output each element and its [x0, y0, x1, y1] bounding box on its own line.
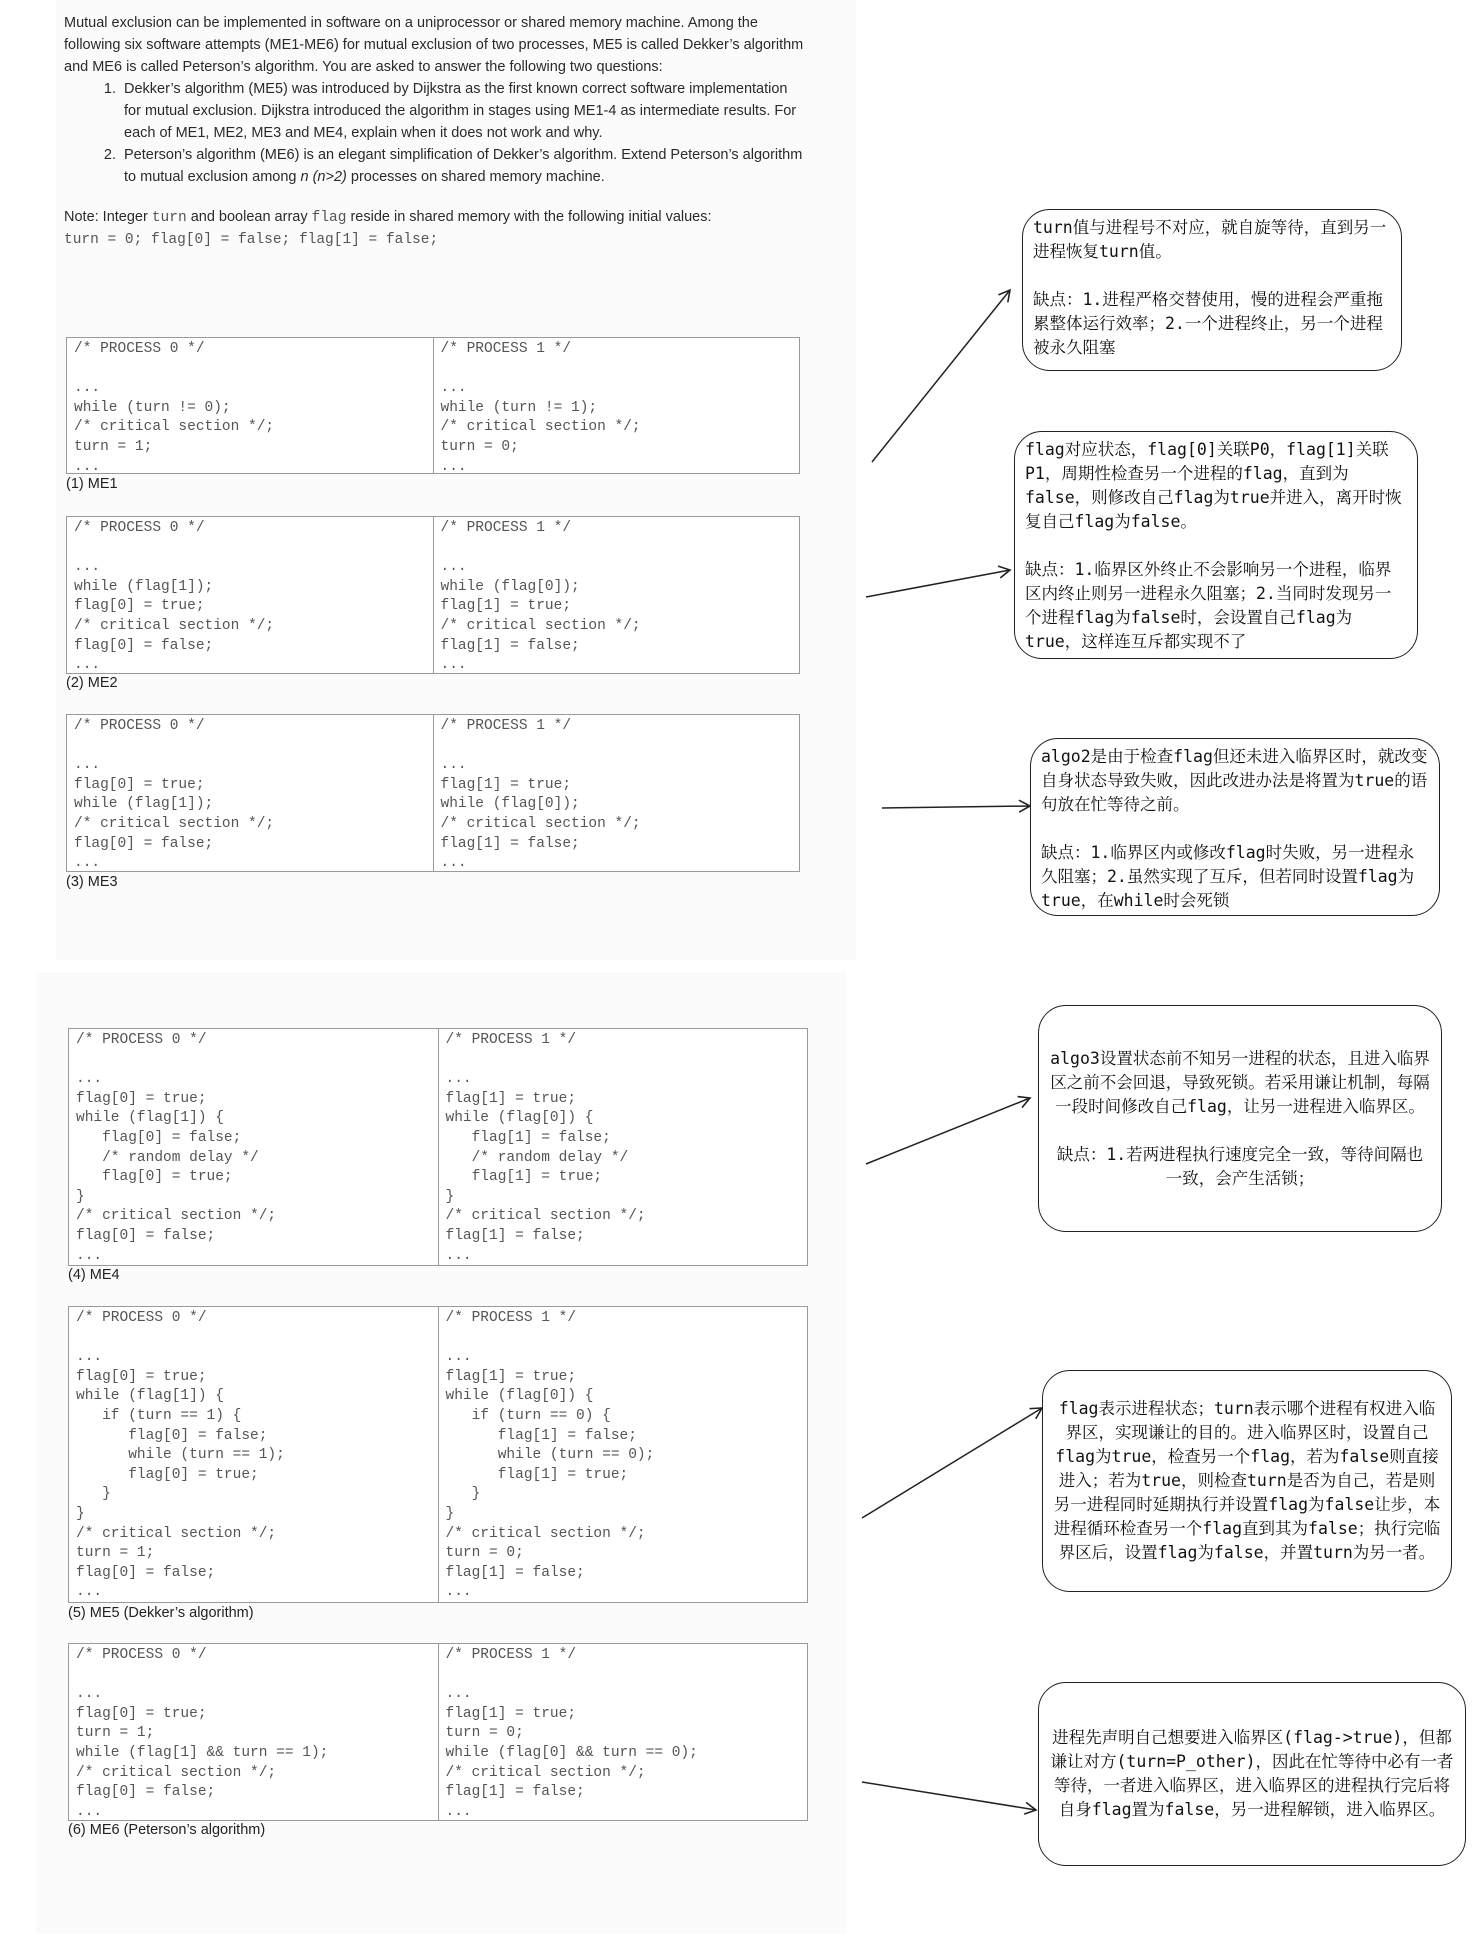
note-text-c: reside in shared memory with the following initial values: [346, 209, 712, 225]
arrow-me3 [882, 806, 1030, 808]
annotation-me2-explanation: flag对应状态，flag[0]关联P0，flag[1]关联P1，周期性检查另一个进程的flag，直到为false，则修改自己flag为true并进入，离开时恢复自己flag为false。 [1025, 440, 1402, 531]
me5-code-table [68, 1306, 808, 1603]
annotation-me6-explanation: 进程先声明自己想要进入临界区(flag->true)，但都谦让对方(turn=P_other)，因此在忙等待中必有一者等待，一者进入临界区，进入临界区的进程执行完后将自身flag置为false，另一进程解锁，进入临界区。 [1050, 1728, 1454, 1819]
problem-statement [64, 12, 804, 251]
me2-process-0: /* PROCESS 0 */ ... while (flag[1]); flag[0] = true; /* critical section */; flag[0] = false; ... [74, 520, 275, 673]
me4-process-0: /* PROCESS 0 */ ... flag[0] = true; while (flag[1]) { flag[0] = false; /* random delay */ flag[0] = true; } /* critical section */; flag[0] = false; ... [76, 1032, 277, 1264]
question-2-text-a: Peterson’s algorithm (ME6) is an elegant simplification of Dekker’s algorithm. Extend Peterson’s algorithm to mutual exclusion among [124, 147, 803, 185]
me2-caption: (2) ME2 [66, 675, 118, 691]
me3-process-0: /* PROCESS 0 */ ... flag[0] = true; while (flag[1]); /* critical section */; flag[0] = false; ... [74, 718, 275, 871]
me4-code-table [68, 1028, 808, 1266]
annotation-me4-explanation: algo3设置状态前不知另一进程的状态，且进入临界区之前不会回退，导致死锁。若采用谦让机制，每隔一段时间修改自己flag，让另一进程进入临界区。 [1050, 1048, 1430, 1116]
me6-code-table [68, 1643, 808, 1821]
me1-caption: (1) ME1 [66, 476, 118, 492]
question-1: 1. Dekker’s algorithm (ME5) was introduced by Dijkstra as the first known correct software implementation for mutual exclusion. Dijkstra introduced the algorithm in stages using ME1-4 as intermediate results. For each of ME1, ME2, ME3 and ME4, explain when it does not work and why. [120, 78, 804, 144]
annotation-me1-drawbacks: 缺点：1.进程严格交替使用，慢的进程会严重拖累整体运行效率；2.一个进程终止，另一个进程被永久阻塞 [1033, 290, 1383, 357]
annotation-me1 [1022, 209, 1402, 371]
me6-process-0: /* PROCESS 0 */ ... flag[0] = true; turn = 1; while (flag[1] && turn == 1); /* critical section */; flag[0] = false; ... [76, 1647, 329, 1820]
me5-process-1: /* PROCESS 1 */ ... flag[1] = true; while (flag[0]) { if (turn == 0) { flag[1] = false; while (turn == 0); flag[1] = true; } } /* critical section */; turn = 0; flag[1] = false; ... [438, 1307, 808, 1602]
annotation-me2 [1014, 431, 1418, 659]
me4-caption: (4) ME4 [68, 1267, 120, 1283]
me3-code-table [66, 714, 800, 872]
me1-process-0: /* PROCESS 0 */ ... while (turn != 0); /* critical section */; turn = 1; ... [74, 341, 275, 473]
arrow-me4 [866, 1098, 1030, 1164]
question-2-n: n (n>2) [300, 169, 347, 185]
arrow-me1 [872, 290, 1010, 462]
annotation-me3-drawbacks: 缺点：1.临界区内或修改flag时失败，另一进程永久阻塞；2.虽然实现了互斥，但若同时设置flag为true，在while时会死锁 [1041, 843, 1415, 910]
annotation-me6 [1038, 1682, 1466, 1866]
note-text-b: and boolean array [186, 209, 312, 225]
question-list [64, 78, 804, 188]
annotation-me5-explanation: flag表示进程状态；turn表示哪个进程有权进入临界区，实现谦让的目的。进入临界区时，设置自己flag为true，检查另一个flag，若为false则直接进入；若为true，则检查turn是否为自己，若是则另一进程同时延期执行并设置flag为false让步，本进程循环检查另一个flag直到其为false；执行完临界区后，设置flag为false，并置turn为另一者。 [1053, 1399, 1441, 1562]
note-text-a: Note: Integer [64, 209, 152, 225]
annotation-me1-explanation: turn值与进程号不对应，就自旋等待，直到另一进程恢复turn值。 [1033, 218, 1387, 261]
annotation-me5 [1042, 1370, 1452, 1592]
me6-caption: (6) ME6 (Peterson’s algorithm) [68, 1822, 266, 1838]
me3-caption: (3) ME3 [66, 874, 118, 890]
me4-process-1: /* PROCESS 1 */ ... flag[1] = true; while (flag[0]) { flag[1] = false; /* random delay */ flag[1] = true; } /* critical section */; flag[1] = false; ... [438, 1029, 808, 1265]
shared-memory-note [64, 206, 804, 229]
question-2-text-b: processes on shared memory machine. [346, 169, 605, 185]
me5-process-0: /* PROCESS 0 */ ... flag[0] = true; while (flag[1]) { if (turn == 1) { flag[0] = false; while (turn == 1); flag[0] = true; } } /* critical section */; turn = 1; flag[0] = false; ... [76, 1310, 285, 1601]
note-flag: flag [311, 210, 347, 226]
annotation-me2-drawbacks: 缺点：1.临界区外终止不会影响另一个进程，临界区内终止则另一进程永久阻塞；2.当同时发现另一个进程flag为false时，会设置自己flag为true，这样连互斥都实现不了 [1025, 560, 1392, 651]
me2-process-1: /* PROCESS 1 */ ... while (flag[0]); flag[1] = true; /* critical section */; flag[1] = false; ... [433, 517, 800, 673]
note-turn: turn [151, 210, 187, 226]
question-2 [120, 144, 804, 188]
me1-process-1: /* PROCESS 1 */ ... while (turn != 1); /* critical section */; turn = 0; ... [433, 338, 800, 473]
annotation-me4 [1038, 1005, 1442, 1232]
me1-code-table [66, 337, 800, 474]
me6-process-1: /* PROCESS 1 */ ... flag[1] = true; turn = 0; while (flag[0] && turn == 0); /* critical section */; flag[1] = false; ... [438, 1644, 808, 1820]
me2-code-table [66, 516, 800, 674]
arrow-me5 [862, 1408, 1042, 1518]
annotation-me4-drawbacks: 缺点：1.若两进程执行速度完全一致，等待间隔也一致，会产生活锁； [1056, 1144, 1424, 1188]
annotation-me3 [1030, 738, 1440, 916]
arrow-me2 [866, 570, 1010, 597]
arrow-me6 [862, 1782, 1036, 1810]
annotation-me3-explanation: algo2是由于检查flag但还未进入临界区时，就改变自身状态导致失败，因此改进办法是将置为true的语句放在忙等待之前。 [1041, 747, 1428, 814]
me5-caption: (5) ME5 (Dekker’s algorithm) [68, 1605, 254, 1621]
me3-process-1: /* PROCESS 1 */ ... flag[1] = true; while (flag[0]); /* critical section */; flag[1] = false; ... [433, 715, 800, 871]
initial-values: turn = 0; flag[0] = false; flag[1] = false; [64, 232, 439, 248]
problem-intro: Mutual exclusion can be implemented in software on a uniprocessor or shared memory machine. Among the following six software attempts (ME1-ME6) for mutual exclusion of two processes, ME5 is called Dekker’s algorithm and ME6 is called Peterson’s algorithm. You are asked to answer the following two questions: [64, 15, 804, 75]
